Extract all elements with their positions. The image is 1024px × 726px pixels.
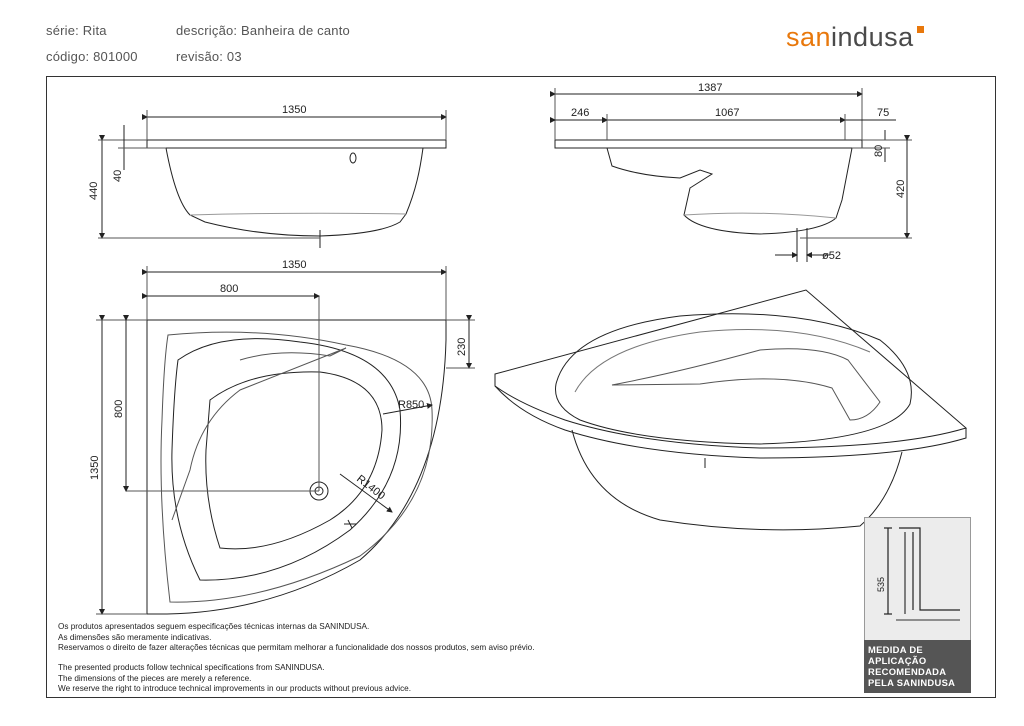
dim-drain: ø52 xyxy=(822,250,841,262)
dim-radius-outer: R1400 xyxy=(354,472,388,503)
note-en-2: The dimensions of the pieces are merely a reference. xyxy=(58,673,252,683)
codigo-label: código: 801000 xyxy=(46,49,138,64)
logo-part-indusa: indusa xyxy=(831,22,914,52)
dim-side-total: 1387 xyxy=(698,82,723,94)
notes-pt xyxy=(58,622,534,654)
dim-plan-corner: 230 xyxy=(456,337,468,356)
dim-plan-height: 1350 xyxy=(89,455,101,480)
note-en-3: We reserve the right to introduce technical improvements in our products without previous advice. xyxy=(58,684,411,694)
rec-line-3: RECOMENDADA xyxy=(868,666,947,677)
serie-label: série: Rita xyxy=(46,23,107,38)
dim-plan-offset-v: 800 xyxy=(113,399,125,418)
side-view-front xyxy=(98,110,446,248)
rec-line-2: APLICAÇÃO xyxy=(868,655,927,666)
dim-plan-offset: 800 xyxy=(220,283,239,295)
dim-plan-width: 1350 xyxy=(282,259,307,271)
rec-line-1: MEDIDA DE xyxy=(868,644,923,655)
dim-top-width: 1350 xyxy=(282,104,307,116)
dim-side-middle: 1067 xyxy=(715,107,740,119)
dim-side-rim: 80 xyxy=(873,144,885,157)
notes-en xyxy=(58,663,411,695)
dim-side-left: 246 xyxy=(571,107,590,119)
descricao-label: descrição: Banheira de canto xyxy=(176,23,350,38)
dim-side-right: 75 xyxy=(877,107,890,119)
dim-radius-inner: R850 xyxy=(398,399,425,411)
note-en-1: The presented products follow technical specifications from SANINDUSA. xyxy=(58,663,325,672)
note-pt-2: As dimensões são meramente indicativas. xyxy=(58,632,212,642)
dim-top-rim: 40 xyxy=(112,169,124,182)
logo-part-san: san xyxy=(786,22,832,52)
rec-line-4: PELA SANINDUSA xyxy=(868,677,956,688)
dim-side-height: 420 xyxy=(895,179,907,198)
dim-install-height: 535 xyxy=(876,576,886,592)
perspective-view xyxy=(495,290,966,530)
dim-top-height: 440 xyxy=(88,181,100,200)
note-pt-3: Reservamos o direito de fazer alterações técnicas que permitam melhorar a funcionalidade dos nossos produtos, sem aviso prévio. xyxy=(58,643,535,653)
recommendation-label xyxy=(864,640,971,693)
plan-view xyxy=(96,266,475,614)
note-pt-1: Os produtos apresentados seguem especificações técnicas internas da SANINDUSA. xyxy=(58,622,370,631)
revisao-label: revisão: 03 xyxy=(176,49,242,64)
